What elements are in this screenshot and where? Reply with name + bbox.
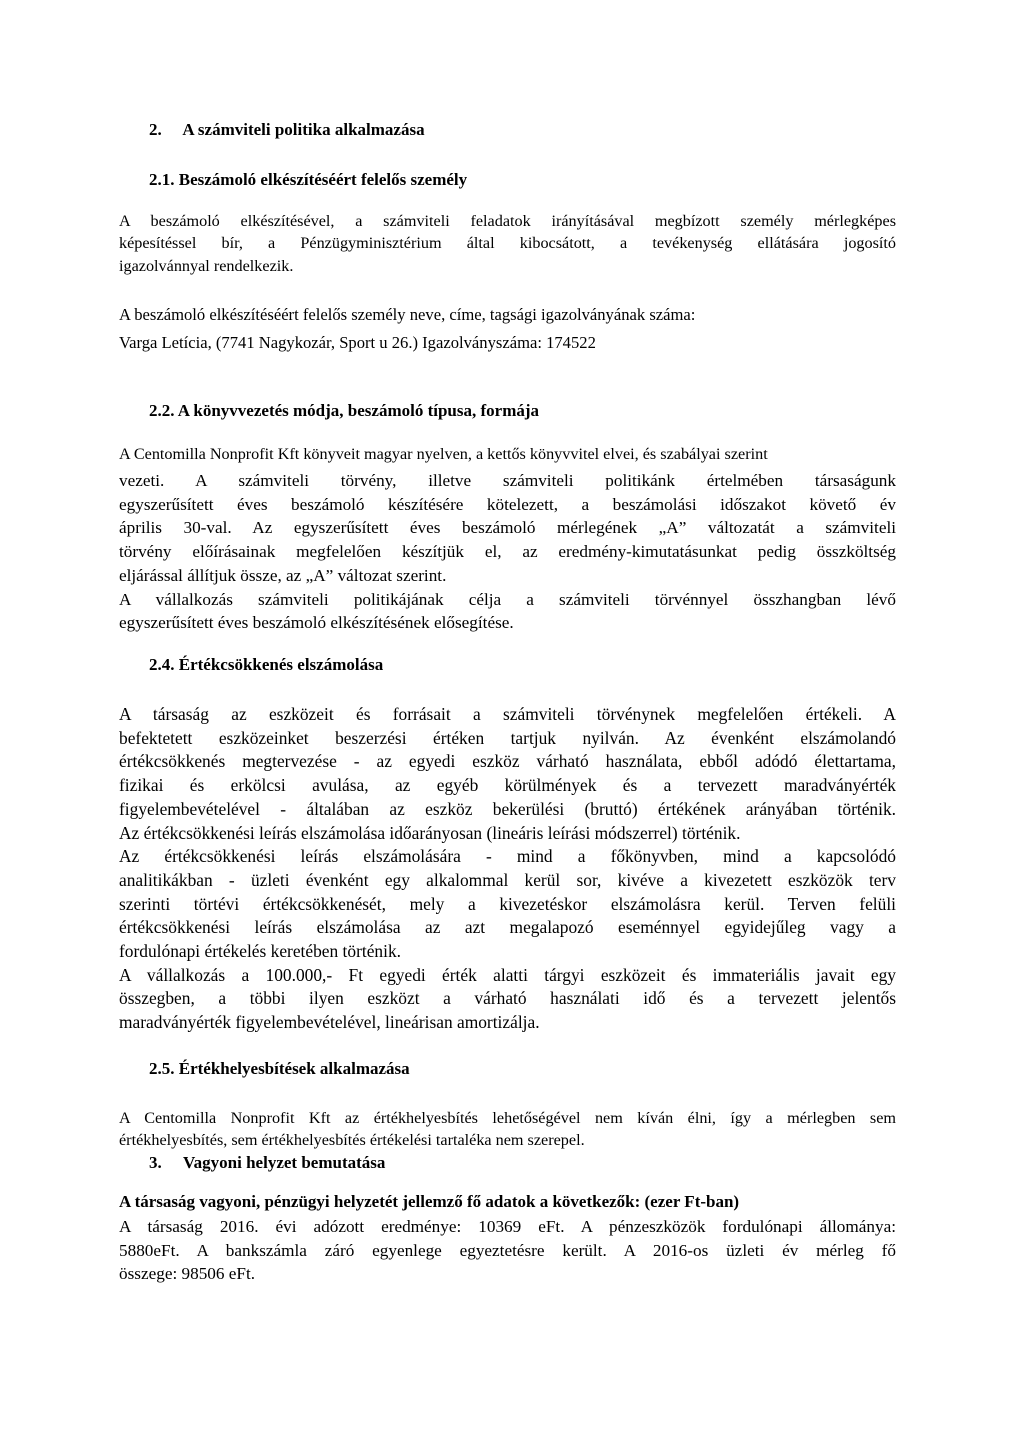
- text-line: A vállalkozás számviteli politikájának célja a számviteli törvénnyel összhangban lévő: [119, 589, 896, 609]
- text-line: összegben, a többi ilyen eszközt a várható használati idő és a tervezett jelentős: [119, 988, 896, 1009]
- section-3-paragraph: [119, 1215, 896, 1286]
- section-2-2-intro-line: [119, 443, 896, 465]
- text-line: maradványérték figyelembevételével, lineárisan amortizálja.: [119, 1012, 540, 1033]
- text-line: értékcsökkenés megtervezése - az egyedi eszköz várható használata, ebből adódó élettartama,: [119, 751, 896, 772]
- section-3-title: Vagyoni helyzet bemutatása: [182, 1153, 386, 1172]
- section-3-number: 3.: [149, 1153, 162, 1172]
- text-line: értékcsökkenési leírás elszámolása az azt megalapozó eseménnyel egyidejűleg vagy a: [119, 917, 896, 938]
- text-line: A társaság az eszközeit és forrásait a számviteli törvénynek megfelelően értékeli. A: [119, 704, 896, 724]
- text-line: A vállalkozás a 100.000,- Ft egyedi érték alatti tárgyi eszközeit és immateriális javait egy: [119, 964, 896, 985]
- text-line: Az értékcsökkenési leírás elszámolása időarányosan (lineáris leírási módszerrel) történik.: [119, 822, 741, 843]
- text-line: képesítéssel bír, a Pénzügyminisztérium által kibocsátott, a tevékenység ellátására jogosító: [119, 234, 896, 253]
- text-line: törvény előírásainak megfelelően készítjük el, az eredmény-kimutatásunkat pedig összköltség: [119, 542, 896, 562]
- text-line: értékhelyesbítés, sem értékhelyesbítés értékelési tartaléka nem szerepel.: [119, 1131, 585, 1150]
- text-line: befektetett eszközeinket beszerzési értéken tartjuk nyilván. Az évenként elszámolandó: [119, 727, 896, 748]
- text-line: A Centomilla Nonprofit Kft az értékhelyesbítés lehetőségével nem kíván élni, így a mérlegben sem: [119, 1109, 896, 1127]
- text-line: április 30-val. Az egyszerűsített éves beszámoló mérlegének „A” változatát a számviteli: [119, 518, 896, 538]
- section-3-summary-heading: A társaság vagyoni, pénzügyi helyzetét jellemző fő adatok a következők: (ezer Ft-ban): [119, 1192, 740, 1211]
- section-2-4-heading: 2.4. Értékcsökkenés elszámolása: [149, 655, 384, 674]
- text-line: 5880eFt. A bankszámla záró egyenlege egyeztetésre került. A 2016-os üzleti év mérleg fő: [119, 1240, 896, 1260]
- text-line: A Centomilla Nonprofit Kft könyveit magyar nyelven, a kettős könyvvitel elvei, és szabályai szerint: [119, 445, 768, 463]
- section-2-title: A számviteli politika alkalmazása: [182, 120, 425, 139]
- section-2-number: 2.: [149, 120, 162, 139]
- text-line: igazolvánnyal rendelkezik.: [119, 256, 294, 275]
- text-line: vezeti. A számviteli törvény, illetve számviteli politikánk értelmében társaságunk: [119, 471, 896, 490]
- section-3-heading: [149, 1152, 926, 1174]
- section-2-4-paragraph: [119, 703, 896, 1035]
- section-2-2-heading: 2.2. A könyvvezetés módja, beszámoló típusa, formája: [149, 401, 540, 420]
- text-line: A társaság 2016. évi adózott eredménye: 10369 eFt. A pénzeszközök fordulónapi állománya:: [119, 1217, 896, 1236]
- text-line: fizikai és erkölcsi avulása, az egyéb körülmények és a tervezett maradványérték: [119, 775, 896, 796]
- text-line: Az értékcsökkenési leírás elszámolására - mind a főkönyvben, mind a kapcsolódó: [119, 846, 896, 867]
- text-line: analitikákban - üzleti évenként egy alkalommal kerül sor, kivéve a kivezetett eszközök terv: [119, 869, 896, 890]
- text-line: eljárással állítjuk össze, az „A” változat szerint.: [119, 565, 447, 585]
- text-line: egyszerűsített éves beszámoló elkészítésének elősegítése.: [119, 613, 514, 633]
- section-2-heading: [149, 119, 926, 141]
- section-2-1-paragraph-1: [119, 210, 896, 277]
- section-2-5-paragraph: [119, 1107, 896, 1152]
- text-line: egyszerűsített éves beszámoló készítésére kötelezett, a beszámolási időszakot követő év: [119, 494, 896, 514]
- section-2-5-heading: 2.5. Értékhelyesbítések alkalmazása: [149, 1059, 410, 1078]
- text-line: A beszámoló elkészítésével, a számviteli feladatok irányításával megbízott személy mérlegképes: [119, 212, 896, 230]
- text-line: fordulónapi értékelés keretében történik.: [119, 941, 401, 962]
- text-line: A beszámoló elkészítéséért felelős személy neve, címe, tagsági igazolványának száma:: [119, 305, 696, 324]
- section-2-1-paragraph-2: [119, 301, 896, 357]
- section-2-2-paragraph: [119, 469, 896, 635]
- section-2-1-heading: 2.1. Beszámoló elkészítéséért felelős személy: [149, 170, 468, 189]
- text-line: összege: 98506 eFt.: [119, 1264, 256, 1284]
- text-line: figyelembevételével - általában az eszköz bekerülési (bruttó) értékének arányában történik.: [119, 798, 896, 819]
- text-line: Varga Letícia, (7741 Nagykozár, Sport u 26.) Igazolványszáma: 174522: [119, 333, 596, 352]
- text-line: szerinti törtévi értékcsökkenését, mely a kivezetéskor elszámolásra kerül. Terven felüli: [119, 893, 896, 914]
